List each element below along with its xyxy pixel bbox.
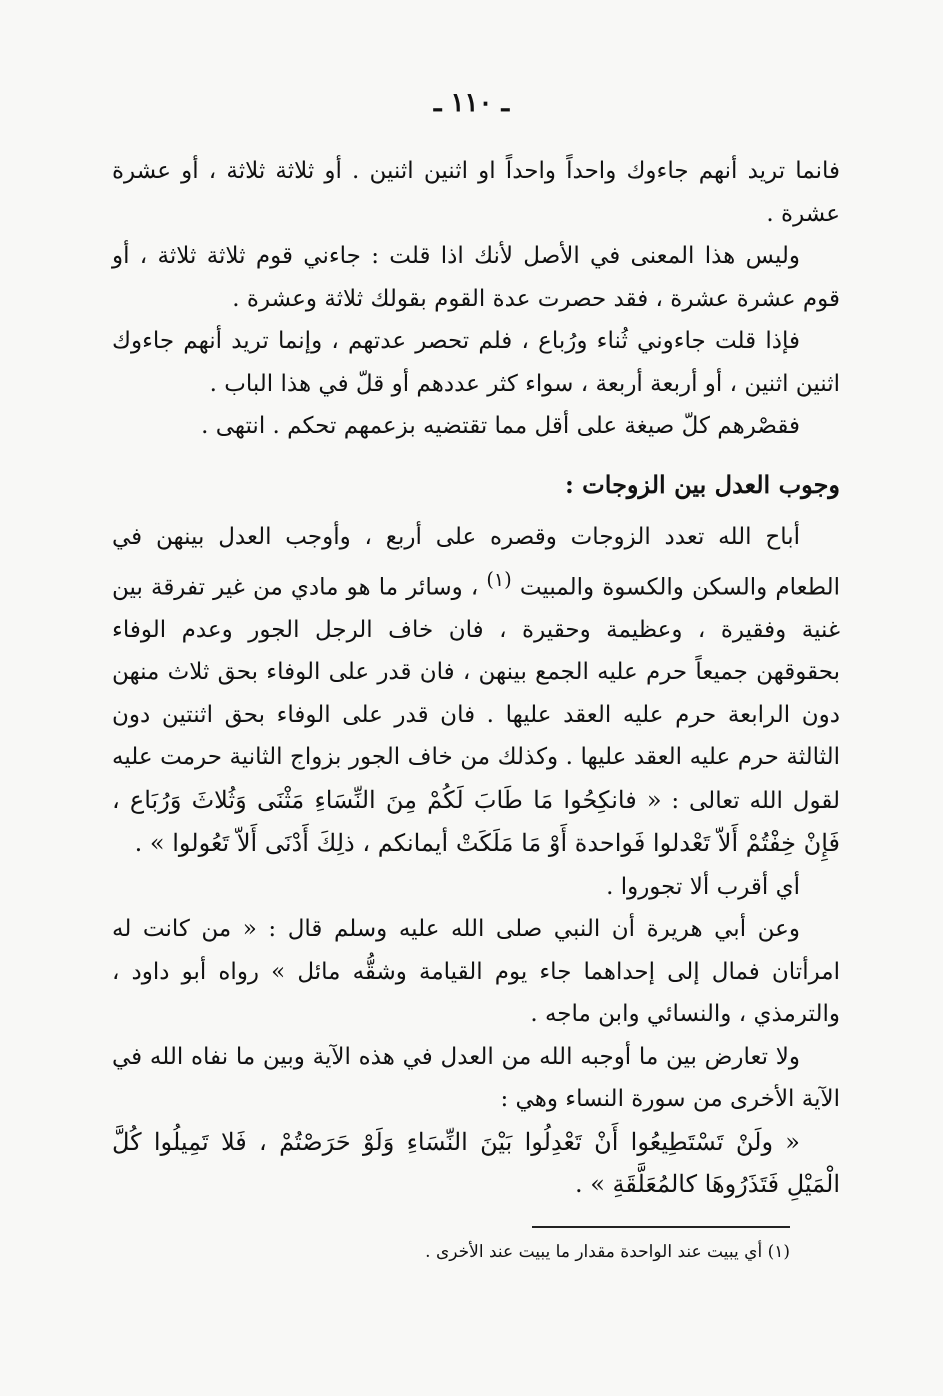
footnote: (١) أي يبيت عند الواحدة مقدار ما يبيت عند الأخرى .: [425, 1242, 790, 1262]
paragraph-continuation: فانما تريد أنهم جاءوك واحداً واحداً او اثنين اثنين . أو ثلاثة ثلاثة ، أو عشرة عشرة .: [112, 158, 840, 227]
paragraph-no-contradiction: ولا تعارض بين ما أوجبه الله من العدل في هذه الآية وبين ما نفاه الله في الآية الأخرى من سورة النساء وهي :: [112, 1043, 840, 1113]
paragraph-thunaa: فإذا قلت جاءوني ثُناء ورُباع ، فلم تحصر عدتهم ، وإنما تريد أنهم جاءوك اثنين اثنين ، أو أربعة أربعة ، سواء كثر عددهم أو قلّ في هذا الباب .: [112, 328, 840, 397]
footnote-separator: [532, 1226, 790, 1228]
paragraph-polygamy-text: أباح الله تعدد الزوجات وقصره على أربع ، وأوجب العدل بينهن في الطعام والسكن والكسوة والمبيت: [112, 524, 840, 601]
quran-verse-2: « ولَنْ تَسْتَطِيعُوا أَنْ تَعْدِلُوا بَيْنَ النِّسَاءِ وَلَوْ حَرَصْتُمْ ، فَلا تَمِيلُوا كُلَّ الْمَيْلِ فَتَذَرُوهَا كالمُعَلَّقَةِ » .: [112, 1127, 840, 1199]
section-heading: وجوب العدل بين الزوجات :: [564, 469, 840, 499]
hadith-paragraph: وعن أبي هريرة أن النبي صلى الله عليه وسلم قال : « من كانت له امرأتان فمال إلى إحداهما جاء يوم القيامة وشقُّه مائل » رواه أبو داود ، والترمذي ، والنسائي وابن ماجه .: [112, 916, 840, 1028]
paragraph-polygamy-continued: ، وسائر ما هو مادي من غير تفرقة بين غنية وفقيرة ، وعظيمة وحقيرة ، فان خاف الرجل الجور وعدم الوفاء بحقوقهن جميعاً حرم عليه الجمع بينهن ، فان قدر على الوفاء بحق ثلاث منهن دون الرابعة حرم عليه العقد عليها . فان قدر على الوفاء بحق اثنتين دون الثالثة حرم عليه العقد عليها . وكذلك من خاف الجور بزواج الثانية حرمت عليه لقول الله تعالى :: [112, 574, 840, 814]
paragraph-polygamy: [112, 516, 840, 866]
paragraph-conclusion: فقصْرهم كلّ صيغة على أقل مما تقتضيه بزعمهم تحكم . انتهى .: [201, 413, 800, 439]
footnote-reference: (١): [486, 567, 512, 591]
quran-verse-1: « فانكِحُوا مَا طَابَ لَكُمْ مِنَ النِّسَاءِ مَثْنَى وَثُلاثَ وَرُبَاع ، فَإِنْ خِفْتُمْ أَلاّ تَعْدلوا فَواحدة أَوْ مَا مَلَكَتْ أيمانكم ، ذلِكَ أَدْنَى أَلاّ تَعُولوا » .: [112, 785, 840, 858]
paragraph-meaning: وليس هذا المعنى في الأصل لأنك اذا قلت : جاءني قوم ثلاثة ثلاثة ، أو قوم عشرة عشرة ، فقد حصرت عدة القوم بقولك ثلاثة وعشرة .: [112, 243, 840, 312]
page-body: [112, 150, 840, 1206]
verse-explanation: أي أقرب ألا تجوروا .: [606, 873, 800, 900]
page-number: ـ ١١٠ ـ: [433, 88, 510, 118]
